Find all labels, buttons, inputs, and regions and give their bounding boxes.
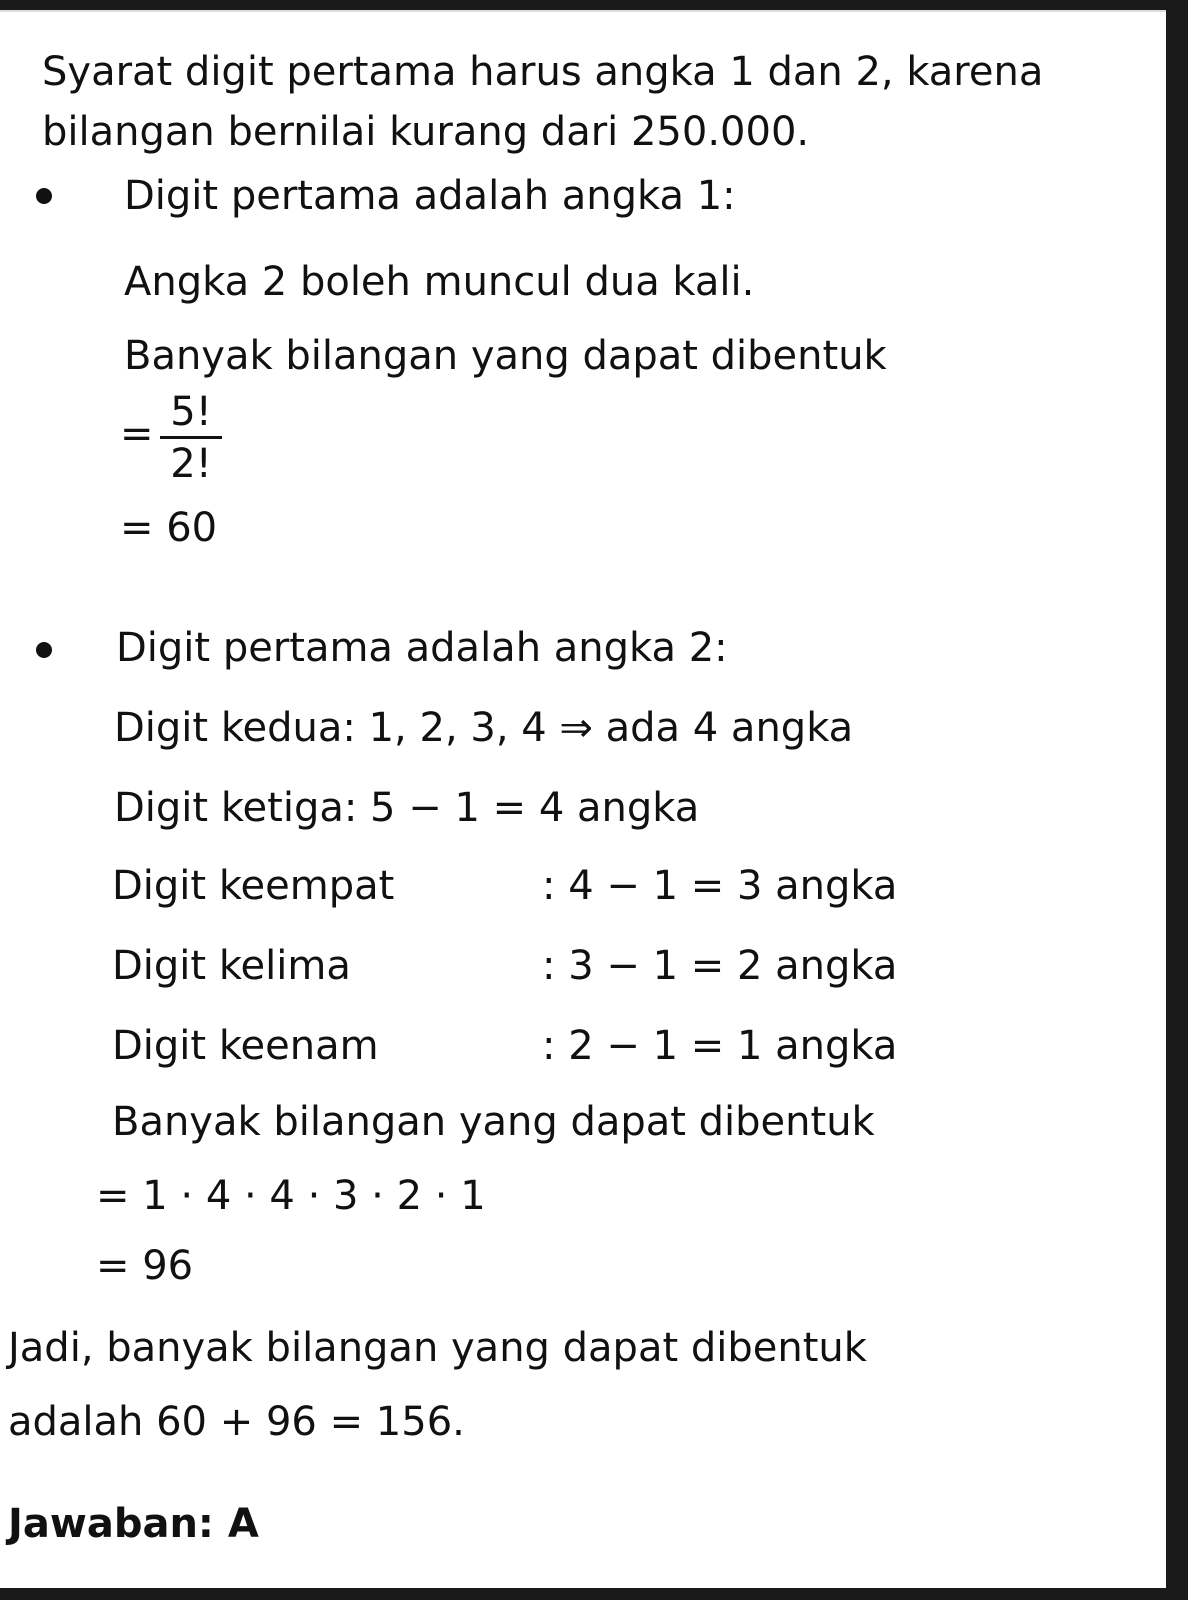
row-fifth-value: : 3 − 1 = 2 angka: [542, 943, 898, 989]
bullet-case-1: [36, 188, 52, 204]
fraction-denominator: 2!: [170, 441, 212, 487]
case-1-heading: Digit pertama adalah angka 1:: [124, 173, 736, 219]
case-1-note: Angka 2 boleh muncul dua kali.: [124, 259, 755, 305]
case-1-result: = 60: [120, 505, 218, 551]
intro-line-1: Syarat digit pertama harus angka 1 dan 2, karena: [42, 49, 1044, 95]
conclusion-line-1: Jadi, banyak bilangan yang dapat dibentuk: [8, 1325, 867, 1371]
row-fourth-value: : 4 − 1 = 3 angka: [542, 863, 898, 909]
row-sixth-label: Digit keenam: [112, 1023, 379, 1069]
conclusion-line-2: adalah 60 + 96 = 156.: [8, 1399, 465, 1445]
case-1-equals-sign: =: [120, 411, 154, 457]
case-1-count-label: Banyak bilangan yang dapat dibentuk: [124, 333, 887, 379]
case-2-second-digit: Digit kedua: 1, 2, 3, 4 ⇒ ada 4 angka: [114, 705, 854, 751]
case-2-product: = 1 · 4 · 4 · 3 · 2 · 1: [96, 1173, 486, 1219]
case-1-fraction: [160, 386, 222, 496]
document-page: [0, 10, 1166, 1588]
bullet-case-2: [36, 642, 52, 658]
case-2-heading: Digit pertama adalah angka 2:: [116, 625, 728, 671]
row-sixth-value: : 2 − 1 = 1 angka: [542, 1023, 898, 1069]
case-2-third-digit: Digit ketiga: 5 − 1 = 4 angka: [114, 785, 700, 831]
row-fourth-label: Digit keempat: [112, 863, 395, 909]
case-2-result: = 96: [96, 1243, 194, 1289]
fraction-numerator: 5!: [170, 389, 212, 435]
fraction-bar: [160, 436, 222, 439]
intro-line-2: bilangan bernilai kurang dari 250.000.: [42, 109, 810, 155]
row-fifth-label: Digit kelima: [112, 943, 351, 989]
answer-label: Jawaban: A: [8, 1501, 259, 1547]
case-2-count-label: Banyak bilangan yang dapat dibentuk: [112, 1099, 875, 1145]
